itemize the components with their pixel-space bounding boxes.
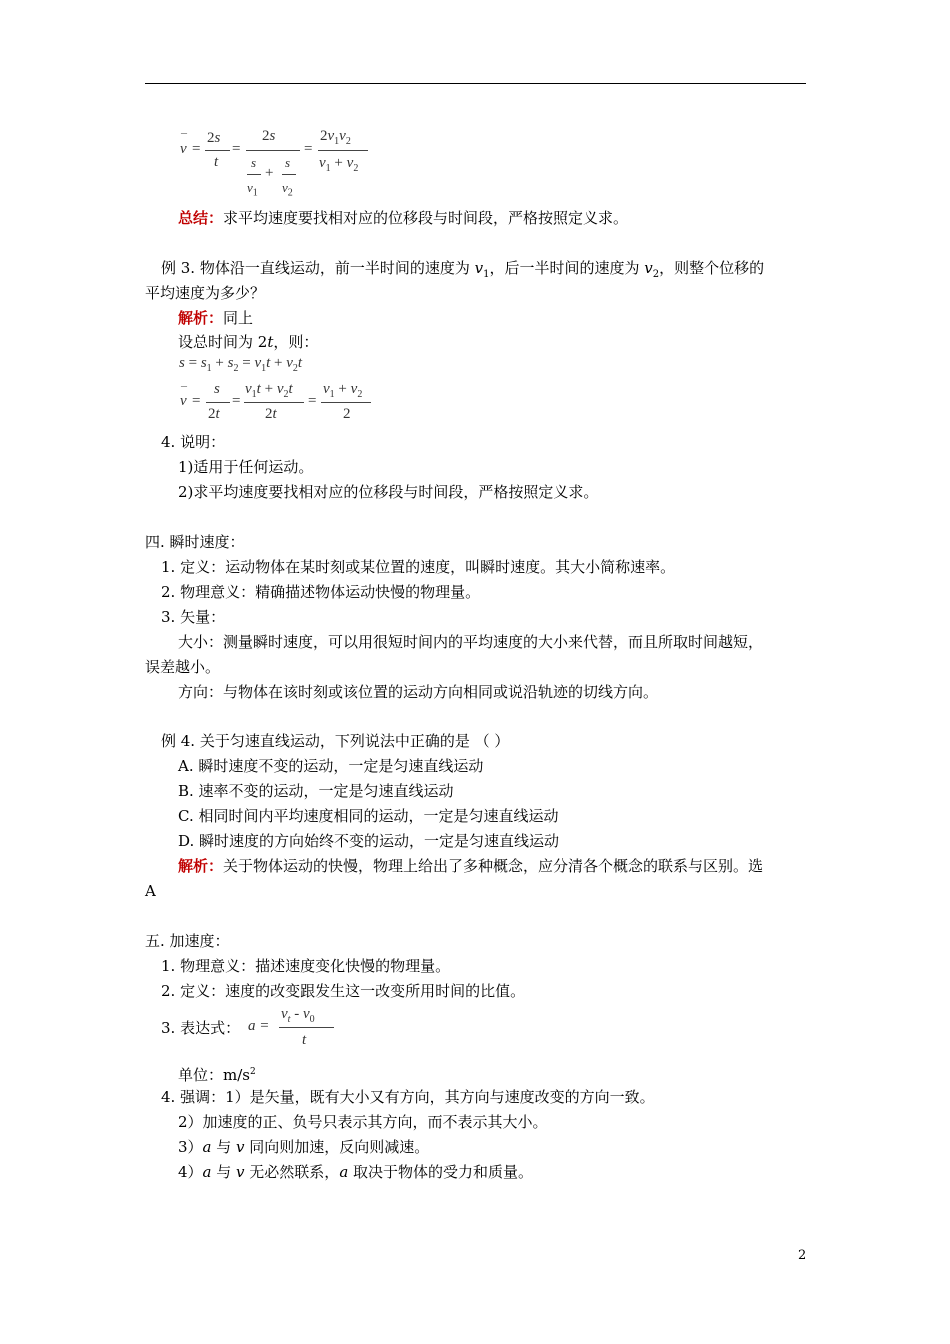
text: 3） — [178, 1138, 203, 1156]
a: a — [202, 1163, 212, 1181]
denominator: 2t — [208, 406, 220, 422]
summary-label: 总结： — [178, 209, 224, 227]
fraction2-v1: $v_1$ — [247, 180, 258, 199]
equals: = — [308, 393, 317, 409]
bar-mark: – — [181, 125, 187, 139]
t: t — [267, 333, 274, 351]
v: v — [236, 1163, 245, 1181]
numerator: $v_1t + v_2t$ — [245, 381, 293, 400]
unit-value: m/s — [223, 1066, 250, 1084]
text: 与 — [211, 1138, 237, 1156]
text: ，后一半时间的速度为 — [489, 259, 645, 277]
section5-item4-3 — [178, 1137, 429, 1157]
section5-item1: 1. 物理意义：描述速度变化快慢的物理量。 — [161, 957, 451, 975]
v1: v — [474, 259, 484, 277]
fraction1-numerator: 2s — [207, 130, 221, 146]
section5-item2: 2. 定义：速度的改变跟发生这一改变所用时间的比值。 — [161, 982, 526, 1000]
analysis-label: 解析： — [178, 309, 224, 327]
denominator: 2t — [265, 406, 277, 422]
section5-item3: 3. 表达式： — [161, 1019, 241, 1037]
unit-sup: 2 — [250, 1067, 256, 1077]
section4-item3: 3. 矢量： — [161, 608, 226, 626]
equals: = — [192, 141, 201, 157]
analysis-text: 关于物体运动的快慢，物理上给出了多种概念，应分清各个概念的联系与区别。选 — [223, 857, 764, 875]
fraction-line — [321, 402, 371, 403]
summary-line — [178, 208, 628, 228]
equals: = — [232, 141, 241, 157]
fraction-line — [244, 402, 304, 403]
example3-eq-s: $s = s_1 + s_2 = v_1t + v_2t$ — [179, 355, 303, 374]
example4-option-d: D. 瞬时速度的方向始终不变的运动，一定是匀速直线运动 — [178, 832, 560, 850]
page-number: 2 — [798, 1248, 807, 1263]
section5-unit — [178, 1062, 256, 1085]
formula-lhs: a = — [248, 1018, 270, 1034]
a: a — [339, 1163, 349, 1181]
numerator: s — [214, 381, 220, 397]
example4-option-a: A. 瞬时速度不变的运动，一定是匀速直线运动 — [178, 757, 484, 775]
example4-analysis — [178, 856, 763, 876]
fraction-line — [279, 1027, 334, 1028]
text: 与 — [211, 1163, 237, 1181]
section4-direction: 方向：与物体在该时刻或该位置的运动方向相同或说沿轨迹的切线方向。 — [178, 683, 659, 701]
text: ，则整个位移的 — [659, 259, 765, 277]
bar-mark: – — [181, 378, 187, 392]
fraction-line — [246, 150, 300, 151]
equals: = — [192, 393, 201, 409]
denominator: t — [302, 1032, 307, 1048]
sub: 2 — [652, 269, 660, 280]
section4-size-line1: 大小：测量瞬时速度，可以用很短时间内的平均速度的大小来代替，而且所取时间越短， — [178, 633, 764, 651]
numerator: $v_1 + v_2$ — [323, 381, 363, 400]
summary-text: 求平均速度要找相对应的位移段与时间段，严格按照定义求。 — [223, 209, 629, 227]
fraction-line — [206, 402, 230, 403]
example4-option-c: C. 相同时间内平均速度相同的运动，一定是匀速直线运动 — [178, 807, 559, 825]
header-rule — [145, 83, 806, 84]
numerator: $v_t - v_0$ — [281, 1006, 315, 1025]
text: 取决于物体的受力和质量。 — [348, 1163, 534, 1181]
fraction1-denominator: t — [214, 154, 219, 170]
analysis-text: 同上 — [223, 309, 254, 327]
fraction3-numerator: $2v_1v_2$ — [320, 128, 351, 147]
analysis-label: 解析： — [178, 857, 224, 875]
example4-option-b: B. 速率不变的运动，一定是匀速直线运动 — [178, 782, 454, 800]
text: 设总时间为 2 — [178, 333, 268, 351]
note4-item1: 1)适用于任何运动。 — [178, 458, 314, 476]
section4-item1: 1. 定义：运动物体在某时刻或某位置的速度，叫瞬时速度。其大小简称速率。 — [161, 558, 676, 576]
a: a — [202, 1138, 212, 1156]
section5-item4-4 — [178, 1162, 533, 1182]
fraction3-denominator: $v_1 + v_2$ — [319, 155, 359, 174]
text: 4） — [178, 1163, 203, 1181]
denominator: 2 — [343, 406, 351, 422]
section4-size-line2: 误差越小。 — [145, 658, 221, 676]
text: 同向则加速，反向则减速。 — [244, 1138, 430, 1156]
section4-item2: 2. 物理意义：精确描述物体运动快慢的物理量。 — [161, 583, 481, 601]
example3-line1 — [161, 258, 764, 285]
fraction-line — [247, 174, 261, 175]
v: v — [236, 1138, 245, 1156]
example4-stem: 例 4. 关于匀速直线运动，下列说法中正确的是 （ ） — [161, 732, 510, 750]
formula-vbar: v — [180, 141, 187, 157]
fraction-line — [318, 150, 368, 151]
vbar: v — [180, 393, 187, 409]
text: 例 3. 物体沿一直线运动，前一半时间的速度为 — [161, 259, 475, 277]
section5-item4: 4. 强调：1）是矢量，既有大小又有方向，其方向与速度改变的方向一致。 — [161, 1088, 655, 1106]
plus: + — [265, 165, 274, 181]
section5-title: 五. 加速度： — [145, 932, 230, 950]
example4-answer: A — [145, 882, 156, 900]
example3-line2: 平均速度为多少？ — [145, 284, 266, 302]
fraction2-numerator: 2s — [262, 128, 276, 144]
text: 无必然联系， — [244, 1163, 340, 1181]
note4-item2: 2)求平均速度要找相对应的位移段与时间段，严格按照定义求。 — [178, 483, 599, 501]
equals: = — [304, 141, 313, 157]
equals: = — [232, 393, 241, 409]
fraction2-s2: s — [285, 155, 291, 170]
section5-item4-2: 2）加速度的正、负号只表示其方向，而不表示其大小。 — [178, 1113, 548, 1131]
sub: 1 — [483, 269, 490, 280]
example3-assume — [178, 332, 318, 352]
fraction-line — [205, 150, 230, 151]
example3-analysis — [178, 308, 253, 328]
fraction-line — [282, 174, 296, 175]
v2: v — [644, 259, 653, 277]
text: ，则： — [273, 333, 319, 351]
fraction2-s1: s — [251, 155, 257, 170]
section4-title: 四. 瞬时速度： — [145, 533, 245, 551]
note4-title: 4. 说明： — [161, 433, 226, 451]
fraction2-v2: $v_2$ — [282, 180, 293, 199]
unit-label: 单位： — [178, 1066, 224, 1084]
